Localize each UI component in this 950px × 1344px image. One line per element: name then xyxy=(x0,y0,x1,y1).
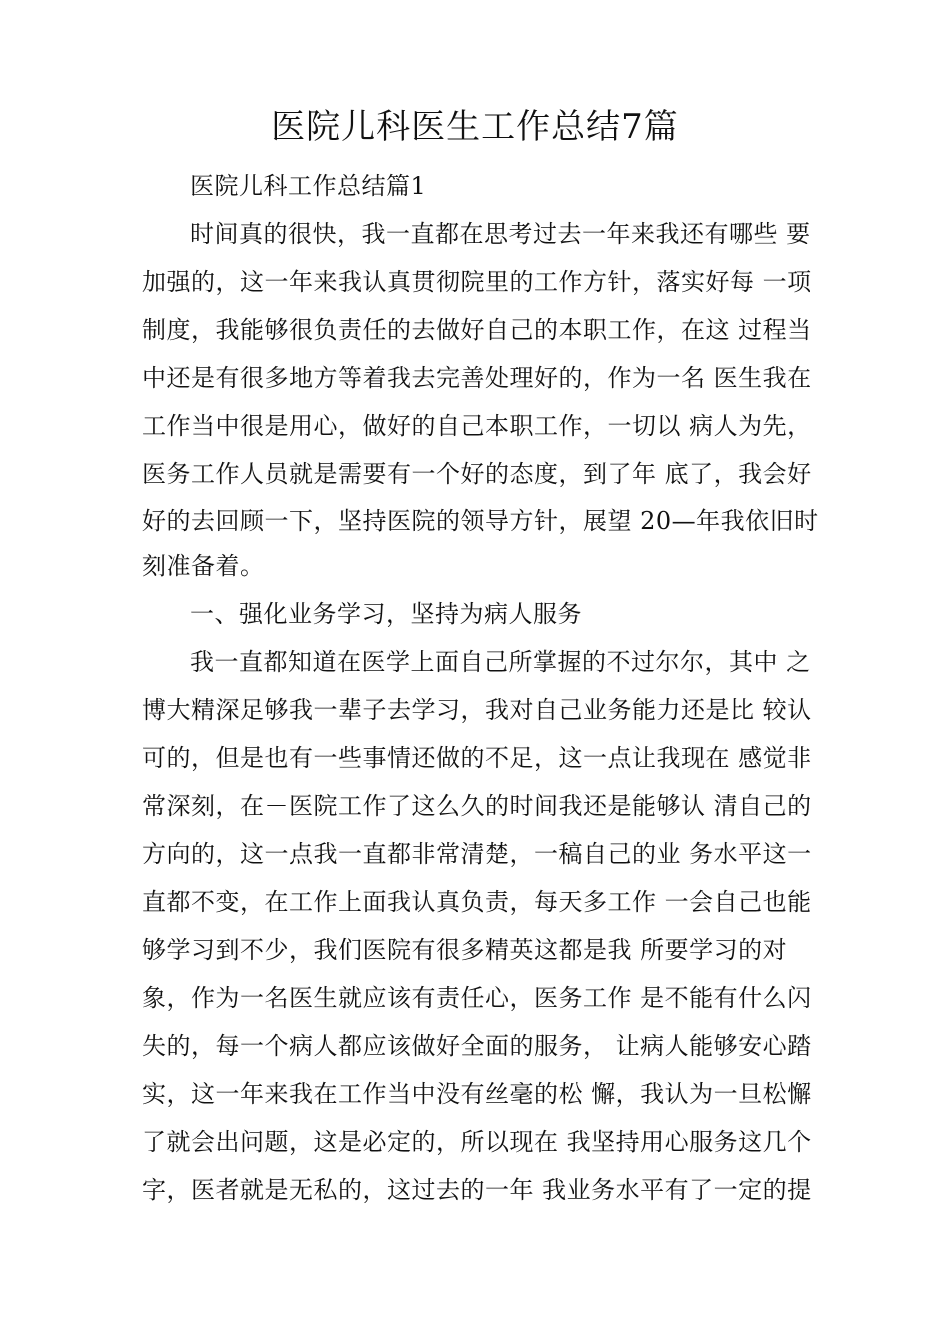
paragraph-line: 工作当中很是用心，做好的自己本职工作，一切以 病人为先， xyxy=(142,412,812,440)
paragraph-line: 方向的，这一点我一直都非常清楚，一稿自己的业 务水平这一 xyxy=(142,840,812,868)
paragraph-line: 直都不变，在工作上面我认真负责，每天多工作 一会自己也能 xyxy=(142,888,812,916)
paragraph-line: 好的去回顾一下，坚持医院的领导方针，展望 20—年我依旧时 xyxy=(142,507,819,535)
paragraph-line: 实，这一年来我在工作当中没有丝毫的松 懈，我认为一旦松懈 xyxy=(142,1080,812,1108)
paragraph-line: 常深刻，在－医院工作了这么久的时间我还是能够认 清自己的 xyxy=(142,792,812,820)
section-heading: 一、强化业务学习，坚持为病人服务 xyxy=(190,600,582,628)
paragraph-line: 博大精深足够我一辈子去学习，我对自己业务能力还是比 较认 xyxy=(142,696,812,724)
paragraph-line: 刻准备着。 xyxy=(142,552,265,580)
paragraph-line: 失的，每一个病人都应该做好全面的服务， 让病人能够安心踏 xyxy=(142,1032,812,1060)
paragraph-line: 中还是有很多地方等着我去完善处理好的，作为一名 医生我在 xyxy=(142,364,812,392)
document-title: 医院儿科医生工作总结7篇 xyxy=(271,107,679,147)
paragraph-line: 制度，我能够很负责任的去做好自己的本职工作，在这 过程当 xyxy=(142,316,812,344)
paragraph-line: 我一直都知道在医学上面自己所掌握的不过尔尔，其中 之 xyxy=(190,648,811,676)
paragraph-line: 加强的，这一年来我认真贯彻院里的工作方针，落实好每 一项 xyxy=(142,268,812,296)
paragraph-line: 够学习到不少，我们医院有很多精英这都是我 所要学习的对 xyxy=(142,936,788,964)
paragraph-line: 时间真的很快，我一直都在思考过去一年来我还有哪些 要 xyxy=(190,220,811,248)
paragraph-line: 医务工作人员就是需要有一个好的态度，到了年 底了，我会好 xyxy=(142,460,812,488)
paragraph-line: 象，作为一名医生就应该有责任心，医务工作 是不能有什么闪 xyxy=(142,984,812,1012)
paragraph-line: 字，医者就是无私的，这过去的一年 我业务水平有了一定的提 xyxy=(142,1176,812,1204)
section-title: 医院儿科工作总结篇1 xyxy=(190,172,427,200)
paragraph-line: 可的，但是也有一些事情还做的不足，这一点让我现在 感觉非 xyxy=(142,744,812,772)
paragraph-line: 了就会出问题，这是必定的，所以现在 我坚持用心服务这几个 xyxy=(142,1128,812,1156)
